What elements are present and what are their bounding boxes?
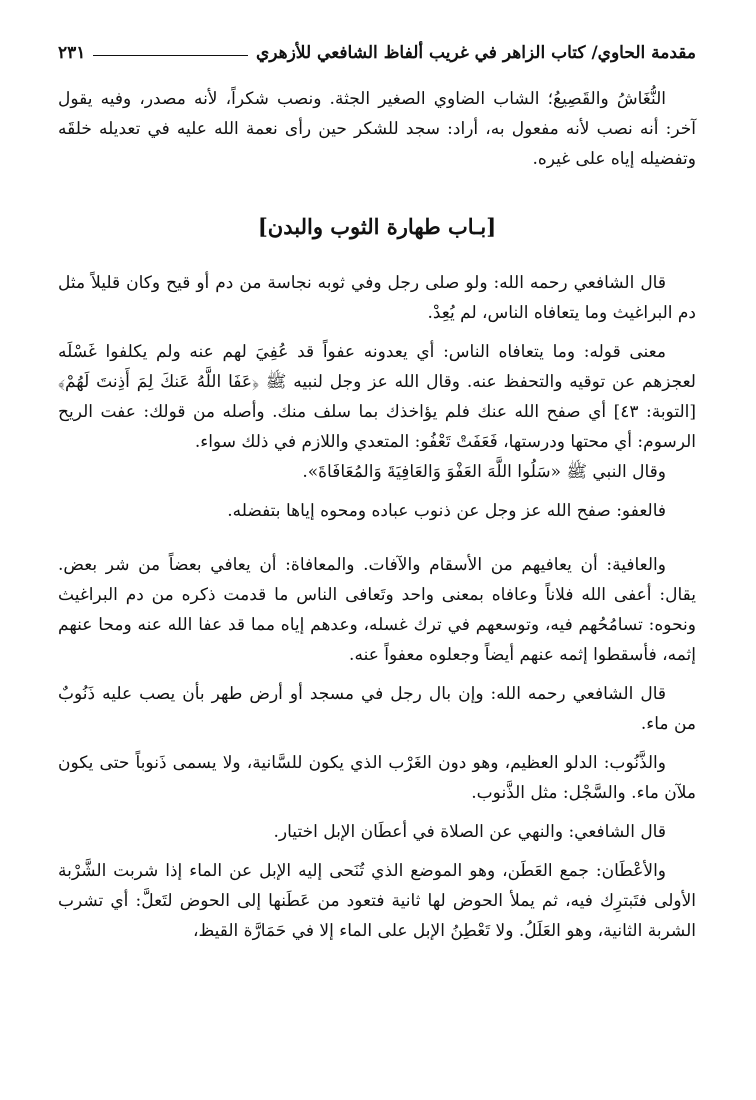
paragraph: والأعْطَان: جمع العَطَن، وهو الموضع الذي تُنَحى إليه الإبل عن الماء إذا شربت الشَّرْبة الأولى فتَبترِك فيه، ثم يملأ الحوض لها ثانية فتعود من عَطَنها إلى الحوض لتَعلَّ: أي تشرب الشربة الثانية، وهو العَلَلُ. ولا تَعْطِنُ الإبل على الماء إلا في حَمَارَّة القيظ، [58, 861, 696, 941]
section-heading: [بـاب طهارة الثوب والبدن] [257, 214, 497, 239]
paragraph: قال الشافعي رحمه الله: وإن بال رجل في مسجد أو أرض طهر بأن يصب عليه ذَنُوبٌ من ماء. [58, 684, 696, 734]
paragraph: والعافية: أن يعافيهم من الأسقام والآفات. والمعافاة: أن يعافي بعضاً من شر بعض. يقال: أعفى الله فلاناً وعافاه بمعنى واحد وتَعافى الناس ما قدمت ذكره من دم البراغيث ونحوه: تسامُحُهم فيه، وتوسعهم في ترك غسله، وعدهم إياه مما قد عفا الله عنه ومحا عنهم إثمه، فأسقطوا إثمه عنهم أيضاً وجعلوه معفواً عنه. [58, 555, 696, 665]
paragraph: فالعفو: صفح الله عز وجل عن ذنوب عباده ومحوه إياها بتفضله. [227, 501, 666, 521]
paragraph: والذَّنُوب: الدلو العظيم، وهو دون الغَرْب الذي يكون للسَّانية، ولا يسمى ذَنوباً حتى يكون ملآن ماء. والسَّجْل: مثل الذَّنوب. [58, 753, 696, 803]
paragraph: النُّغَاشُ والقَصِيعُ؛ الشاب الضاوي الصغير الجثة. ونصب شكراً، لأنه مصدر، وفيه يقول آخر: أنه نصب لأنه مفعول به، أراد: سجد للشكر حين رأى نعمة الله عليه في تعديله خلقَه وتفضيله إياه على غيره. [58, 89, 696, 169]
running-title: مقدمة الحاوي/ كتاب الزاهر في غريب ألفاظ الشافعي للأزهري [255, 43, 696, 63]
paragraph: وقال النبي ﷺ «سَلُوا اللَّهَ العَفْوَ وَالعَافِيَةَ وَالمُعَافَاةَ». [302, 462, 666, 482]
paragraph: معنى قوله: وما يتعافاه الناس: أي يعدونه عفواً قد عُفِيَ لهم عنه ولم يكلفوا غَسْلَه لعجزهم عن توقيه والتحفظ عنه. وقال الله عز وجل لنبيه ﷺ ﴿عَفَا اللَّهُ عَنكَ لِمَ أَذِنتَ لَهُمْ﴾ [التوبة: ٤٣] أي صفح الله عنك فلم يؤاخذك بما سلف منك. وأصله من قولك: عفت الريح الرسوم: أي محتها ودرستها، فَعَفَتْ تَعْفُو: المتعدي واللازم في ذلك سواء. [58, 342, 696, 452]
paragraph: قال الشافعي: والنهي عن الصلاة في أعطَان الإبل اختيار. [273, 822, 666, 842]
running-header [58, 38, 696, 68]
paragraph: قال الشافعي رحمه الله: ولو صلى رجل وفي ثوبه نجاسة من دم أو قيح وكان قليلاً مثل دم البراغيث وما يتعافاه الناس، لم يُعِدْ. [58, 273, 696, 323]
header-rule [93, 55, 248, 56]
page-number: ٢٣١ [58, 43, 86, 63]
